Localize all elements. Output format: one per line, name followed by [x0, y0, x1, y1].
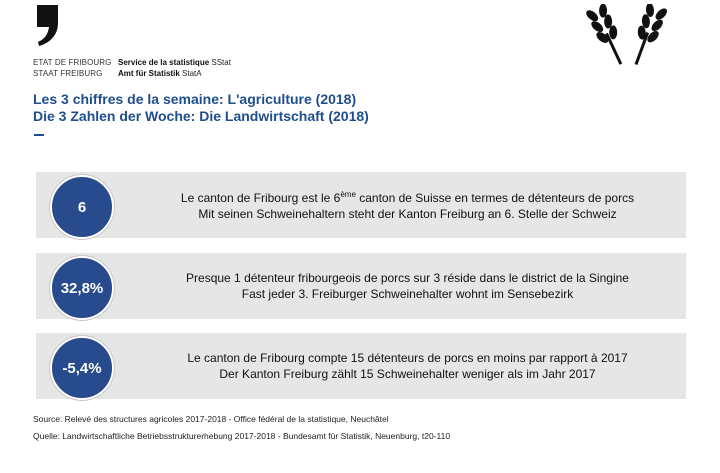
fact-1-german: Mit seinen Schweinehaltern steht der Kanton Freiburg an 6. Stelle der Schweiz	[198, 207, 617, 221]
fact-3-value-badge: -5,4%	[50, 336, 114, 400]
title-german: Die 3 Zahlen der Woche: Die Landwirtschaft (2018)	[33, 108, 369, 124]
fact-1-french-superscript: ème	[340, 190, 356, 199]
org-right-line1-rest: SStat	[209, 58, 231, 67]
org-right-line1-bold: Service de la statistique	[118, 58, 210, 67]
org-name-right	[118, 57, 231, 79]
fact-1-french-end: canton de Suisse en termes de détenteurs de porcs	[355, 191, 635, 205]
fact-1-french-start: Le canton de Fribourg est le 6	[180, 191, 341, 205]
fact-2-german: Fast jeder 3. Freiburger Schweinehalter wohnt im Sensebezirk	[241, 287, 574, 301]
source-french: Source: Relevé des structures agricoles 2017-2018 - Office fédéral de la statistique, Neuchâtel	[33, 414, 389, 424]
fact-3-german: Der Kanton Freiburg zählt 15 Schweinehalter weniger als im Jahr 2017	[219, 367, 596, 381]
fribourg-logo-icon	[33, 3, 63, 47]
org-right-line2-rest: StatA	[179, 69, 202, 78]
fact-2-value-badge: 32,8%	[50, 256, 114, 320]
fact-1-value-badge: 6	[50, 175, 114, 239]
fact-1-french	[140, 190, 675, 206]
fact-3-french: Le canton de Fribourg compte 15 détenteurs de porcs en moins par rapport à 2017	[187, 351, 628, 365]
fact-1-text	[140, 190, 675, 222]
org-left-line2: STAAT FREIBURG	[33, 69, 103, 78]
fact-2-text	[140, 270, 675, 302]
fact-2-french: Presque 1 détenteur fribourgeois de porcs sur 3 réside dans le district de la Singine	[186, 271, 629, 285]
org-left-line1: ETAT DE FRIBOURG	[33, 58, 112, 67]
org-right-line2-bold: Amt für Statistik	[118, 69, 180, 78]
title-french: Les 3 chiffres de la semaine: L'agriculture (2018)	[33, 91, 357, 107]
title-divider	[34, 134, 44, 136]
wheat-icon	[582, 4, 674, 66]
fact-3-text	[140, 350, 675, 382]
source-german: Quelle: Landwirtschaftliche Betriebsstrukturerhebung 2017-2018 - Bundesamt für Statistik, Neuenburg, t20-110	[33, 431, 451, 441]
org-name-left	[33, 57, 112, 79]
